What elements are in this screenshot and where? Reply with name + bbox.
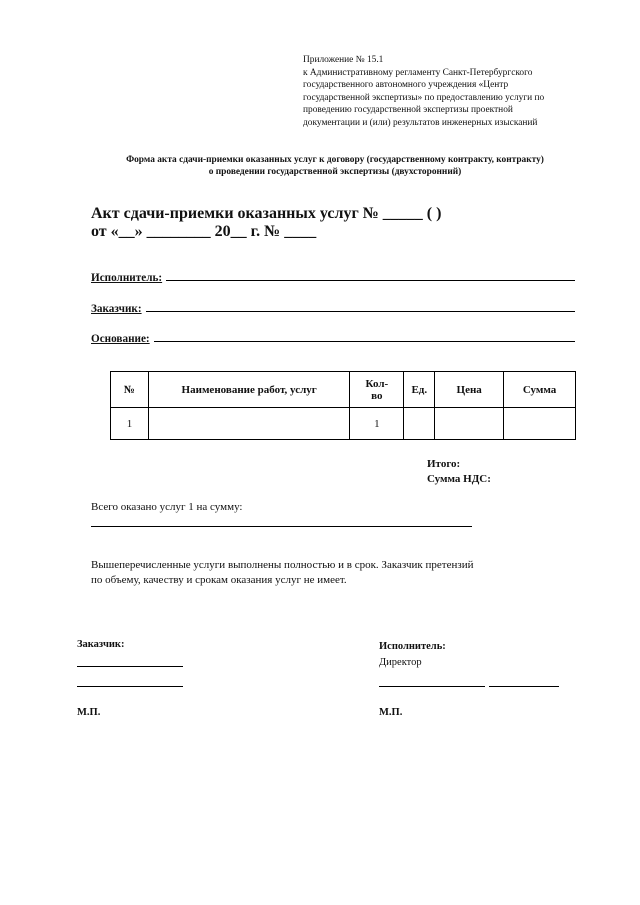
appendix-line: Приложение № 15.1	[303, 55, 384, 65]
executor-sign-line	[379, 686, 485, 687]
col-header-price: Цена	[435, 372, 504, 408]
col-header-name: Наименование работ, услуг	[148, 372, 350, 408]
cell-number: 1	[111, 408, 149, 440]
customer-stamp-label: М.П.	[77, 707, 101, 718]
col-header-quantity	[350, 372, 404, 408]
appendix-line: государственного автономного учреждения «Центр	[303, 80, 509, 91]
summary-text: Всего оказано услуг 1 на сумму:	[91, 501, 243, 513]
basis-label: Основание:	[91, 333, 150, 345]
appendix-note	[303, 54, 593, 130]
cell-sum	[504, 408, 576, 440]
executor-signature-block	[379, 639, 446, 671]
statement-line: Вышеперечисленные услуги выполнены полностью и в срок. Заказчик претензий	[91, 559, 474, 571]
act-title-line: Акт сдачи-приемки оказанных услуг № _____ ( )	[91, 205, 442, 222]
cell-price	[435, 408, 504, 440]
col-header-sum: Сумма	[504, 372, 576, 408]
form-title-line: Форма акта сдачи-приемки оказанных услуг к договору (государственному контракту, контракту)	[126, 155, 544, 165]
customer-sign-line-1	[77, 666, 183, 667]
form-title	[60, 154, 610, 178]
customer-sign-label: Заказчик:	[77, 639, 125, 650]
executor-role: Директор	[379, 657, 422, 668]
appendix-line: государственной экспертизы» по предоставлению услуги по	[303, 92, 545, 103]
table-header-row	[111, 372, 576, 408]
customer-stamp	[77, 707, 100, 718]
table-row	[111, 408, 576, 440]
customer-field	[91, 299, 575, 315]
executor-stamp	[379, 707, 402, 718]
executor-line	[166, 280, 575, 281]
executor-field	[91, 268, 575, 284]
customer-sign-line-2	[77, 686, 183, 687]
act-title	[91, 205, 441, 241]
executor-name-line	[489, 686, 559, 687]
totals-block	[427, 457, 491, 487]
executor-label: Исполнитель:	[91, 272, 163, 284]
services-table	[110, 371, 576, 440]
executor-sign-label: Исполнитель:	[379, 641, 446, 652]
cell-quantity: 1	[350, 408, 404, 440]
appendix-line: к Административному регламенту Санкт-Петербургского	[303, 67, 533, 78]
act-date-line: от «__» ________ 20__ г. № ____	[91, 223, 317, 240]
col-header-number: №	[111, 372, 149, 408]
customer-line	[146, 311, 575, 312]
form-title-line: о проведении государственной экспертизы (двухсторонний)	[208, 167, 462, 177]
vat-label: Сумма НДС:	[427, 473, 491, 485]
basis-field	[91, 329, 575, 345]
customer-signature-label	[77, 639, 124, 650]
customer-label: Заказчик:	[91, 303, 142, 315]
statement-line: по объему, качеству и срокам оказания услуг не имеет.	[91, 574, 347, 586]
basis-line	[154, 341, 575, 342]
cell-unit	[404, 408, 435, 440]
appendix-line: документации и (или) результатов инженерных изысканий	[303, 117, 538, 128]
col-header-quantity-text: Кол-во	[365, 377, 389, 402]
summary-line	[91, 526, 472, 527]
statement	[91, 558, 571, 588]
col-header-unit: Ед.	[404, 372, 435, 408]
total-label: Итого:	[427, 458, 461, 470]
cell-name	[148, 408, 350, 440]
executor-stamp-label: М.П.	[379, 707, 403, 718]
appendix-line: проведению государственной экспертизы проектной	[303, 105, 513, 116]
